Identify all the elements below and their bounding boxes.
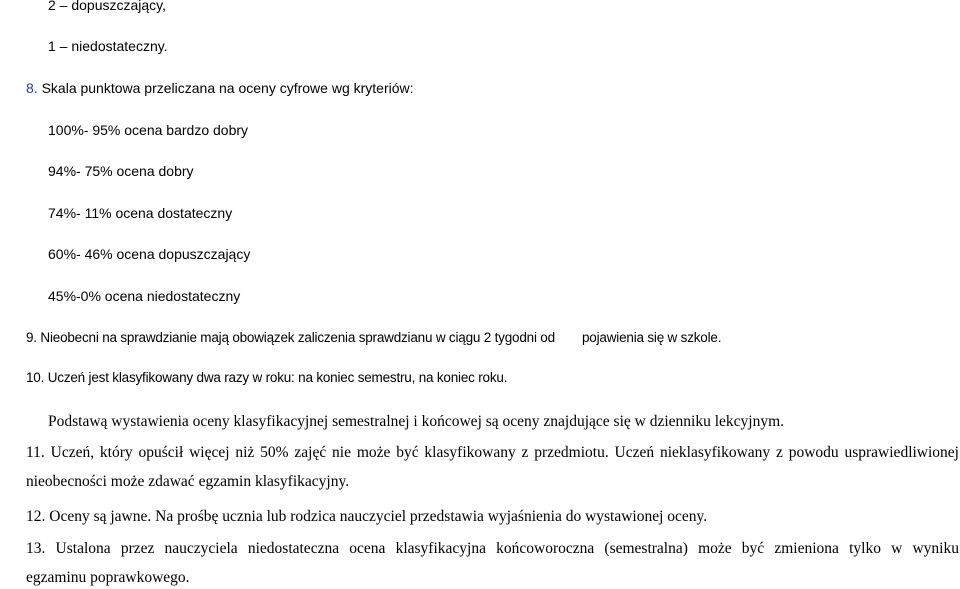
item-11-line1: 11. Uczeń, który opuścił więcej niż 50% zajęć nie może być klasyfikowany z przedmiotu. Uczeń nieklasyfikowany z powodu usprawiedliwionej <box>26 444 959 461</box>
item-8 <box>26 80 414 96</box>
basis-paragraph: Podstawą wystawienia oceny klasyfikacyjnej semestralnej i końcowej są oceny znajdujące się w dzienniku lekcyjnym. <box>48 413 785 430</box>
item-12: 12. Oceny są jawne. Na prośbę ucznia lub rodzica nauczyciel przedstawia wyjaśnienia do wystawionej oceny. <box>26 508 708 525</box>
scale-item: 100%- 95% ocena bardzo dobry <box>48 122 249 138</box>
item-13-line2: egzaminu poprawkowego. <box>26 569 190 586</box>
grade-2-line: 2 – dopuszczający, <box>48 0 167 13</box>
item-13-line1: 13. Ustalona przez nauczyciela niedostateczna ocena klasyfikacyjna końcoworoczna (semestralna) może być zmieniona tylko w wyniku <box>26 540 959 557</box>
scale-item: 94%- 75% ocena dobry <box>48 163 194 179</box>
scale-item: 45%-0% ocena niedostateczny <box>48 288 241 304</box>
scale-item: 74%- 11% ocena dostateczny <box>48 205 233 221</box>
item-8-text: Skala punktowa przeliczana na oceny cyfrowe wg kryteriów: <box>41 80 414 96</box>
item-8-number: 8. <box>26 80 38 96</box>
item-10: 10. Uczeń jest klasyfikowany dwa razy w roku: na koniec semestru, na koniec roku. <box>26 370 508 385</box>
item-11-line2: nieobecności może zdawać egzamin klasyfikacyjny. <box>26 473 350 490</box>
grade-1-line: 1 – niedostateczny. <box>48 38 168 54</box>
scale-item: 60%- 46% ocena dopuszczający <box>48 246 251 262</box>
item-9-part1: 9. Nieobecni na sprawdzianie mają obowiązek zaliczenia sprawdzianu w ciągu 2 tygodni od <box>26 330 555 345</box>
item-9-part2: pojawienia się w szkole. <box>582 330 722 345</box>
